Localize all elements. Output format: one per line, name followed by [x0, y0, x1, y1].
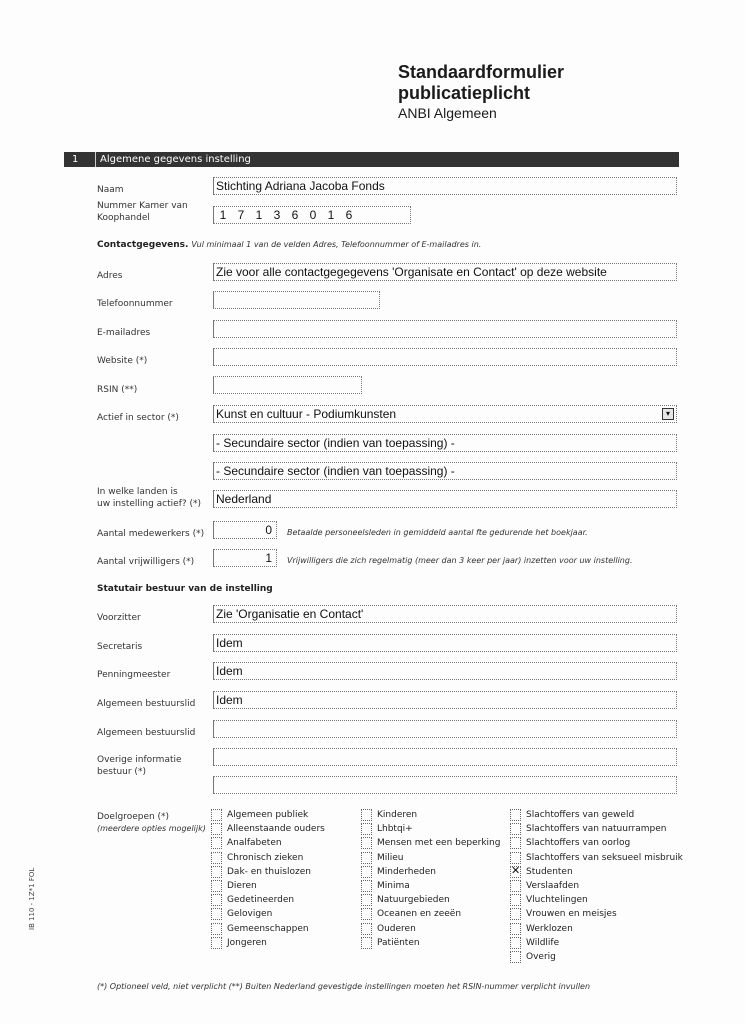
doelgroep-option[interactable]: [510, 865, 683, 879]
checkbox[interactable]: [211, 923, 222, 935]
checkbox[interactable]: [211, 852, 222, 864]
website-field[interactable]: [213, 348, 677, 366]
title-line-1: Standaardformulier: [398, 62, 565, 82]
doelgroep-option[interactable]: [211, 922, 325, 936]
doelgroep-option[interactable]: [361, 851, 500, 865]
bestuurslid-1-field[interactable]: Idem: [213, 691, 677, 709]
footnote: (*) Optioneel veld, niet verplicht (**) Buiten Nederland gevestigde instellingen moeten het RSIN-nummer verplicht invullen: [97, 982, 591, 991]
sector-secondary-select-1[interactable]: - Secundaire sector (indien van toepassing) -: [213, 434, 677, 452]
section-separator: [95, 152, 96, 167]
vrijwilligers-field[interactable]: 1: [213, 549, 277, 567]
kvk-digit: 6: [291, 208, 299, 222]
voorzitter-field[interactable]: Zie 'Organisatie en Contact': [213, 605, 677, 623]
checkbox[interactable]: [510, 852, 521, 864]
doelgroep-option[interactable]: [361, 808, 500, 822]
doelgroepen-column-3: [510, 808, 683, 964]
doelgroep-option[interactable]: [211, 907, 325, 921]
checkbox[interactable]: [510, 908, 521, 920]
checkbox[interactable]: [361, 837, 372, 849]
dropdown-arrow-icon[interactable]: ▾: [662, 408, 674, 420]
website-label: Website (*): [97, 356, 148, 366]
checkbox[interactable]: [510, 894, 521, 906]
overige-field-1[interactable]: [213, 748, 677, 766]
doelgroep-option-label: Slachtoffers van oorlog: [526, 838, 631, 849]
doelgroep-option[interactable]: [211, 879, 325, 893]
telefoon-label: Telefoonnummer: [97, 299, 173, 309]
checkbox[interactable]: [510, 951, 521, 963]
doelgroep-option[interactable]: [510, 822, 683, 836]
doelgroep-option-label: Minima: [377, 880, 410, 891]
doelgroep-option[interactable]: [211, 893, 325, 907]
doelgroep-option-label: Ouderen: [377, 923, 416, 934]
doelgroep-option[interactable]: [361, 822, 500, 836]
form-title: [398, 62, 564, 123]
doelgroep-option-label: Mensen met een beperking: [377, 838, 501, 849]
landen-label: [97, 486, 201, 510]
doelgroep-option-label: Slachtoffers van natuurrampen: [526, 824, 667, 835]
kvk-digit: 0: [309, 208, 317, 222]
bestuurslid-1-label: Algemeen bestuurslid: [97, 699, 196, 709]
vrijwilligers-label: Aantal vrijwilligers (*): [97, 557, 195, 567]
doelgroep-option-label: Patiënten: [377, 937, 420, 948]
doelgroep-option-label: Vluchtelingen: [526, 895, 588, 906]
checkbox[interactable]: [211, 908, 222, 920]
doelgroep-option-label: Slachtoffers van geweld: [526, 810, 635, 820]
overige-label-line1: Overige informatie: [97, 755, 182, 765]
doelgroep-option[interactable]: [361, 836, 500, 850]
overige-label-line2: bestuur (*): [97, 767, 146, 777]
doelgroep-option[interactable]: [510, 893, 683, 907]
doelgroep-option-label: Gemeenschappen: [227, 923, 309, 934]
naam-label: Naam: [97, 185, 124, 195]
doelgroep-option[interactable]: [361, 907, 500, 921]
checkbox[interactable]: [211, 880, 222, 892]
doelgroep-option[interactable]: [510, 936, 683, 950]
doelgroep-option[interactable]: [510, 808, 683, 822]
medewerkers-hint: Betaalde personeelsleden in gemiddeld aantal fte gedurende het boekjaar.: [287, 528, 588, 537]
title-subtitle: ANBI Algemeen: [398, 105, 497, 121]
bestuur-heading: Statutair bestuur van de instelling: [97, 584, 273, 594]
doelgroep-option-label: Overig: [526, 951, 556, 962]
checkbox[interactable]: [510, 809, 521, 821]
checkbox[interactable]: [510, 837, 521, 849]
section-title: Algemene gegevens instelling: [100, 154, 251, 165]
checkbox[interactable]: [361, 908, 372, 920]
doelgroep-option[interactable]: [361, 879, 500, 893]
sector-primary-value: Kunst en cultuur - Podiumkunsten: [216, 407, 397, 421]
doelgroep-option-label: Analfabeten: [227, 838, 282, 849]
doelgroep-option-label: Kinderen: [377, 810, 418, 820]
checkbox[interactable]: [361, 923, 372, 935]
landen-field[interactable]: Nederland: [213, 490, 677, 508]
doelgroep-option-label: Alleenstaande ouders: [227, 824, 325, 835]
checkbox[interactable]: [361, 852, 372, 864]
form-code: IB 110 - 1Z*1 FOL: [28, 867, 36, 930]
bestuurslid-2-field[interactable]: [213, 720, 677, 738]
doelgroep-option[interactable]: [361, 922, 500, 936]
kvk-digit: 6: [345, 208, 353, 222]
checkbox[interactable]: [510, 937, 521, 949]
contact-heading: [97, 240, 481, 250]
adres-field[interactable]: Zie voor alle contactgegegevens 'Organisate en Contact' op deze website: [213, 263, 677, 281]
doelgroep-option-label: Werklozen: [526, 923, 573, 934]
section-header-bar: [64, 152, 679, 167]
doelgroep-option-label: Gelovigen: [227, 909, 273, 920]
sector-primary-select[interactable]: [213, 405, 677, 423]
landen-label-line1: In welke landen is: [97, 487, 178, 497]
sector-label: Actief in sector (*): [97, 413, 179, 423]
kvk-digit: 1: [219, 208, 227, 222]
doelgroep-option[interactable]: [361, 936, 500, 950]
checkbox[interactable]: [211, 809, 222, 821]
telefoon-field[interactable]: [213, 291, 380, 309]
kvk-digit: 3: [273, 208, 281, 222]
bestuurslid-2-label: Algemeen bestuurslid: [97, 728, 196, 738]
doelgroep-option-label: Oceanen en zeeën: [377, 909, 462, 920]
doelgroepen-hint: (meerdere opties mogelijk): [97, 824, 206, 833]
doelgroep-option-label: Wildlife: [526, 937, 560, 948]
checkbox[interactable]: [211, 837, 222, 849]
landen-label-line2: uw instelling actief? (*): [97, 499, 202, 509]
rsin-label: RSIN (**): [97, 385, 138, 395]
naam-field[interactable]: Stichting Adriana Jacoba Fonds: [213, 177, 677, 195]
kvk-digit: 1: [255, 208, 263, 222]
kvk-field[interactable]: [213, 206, 411, 224]
checkbox[interactable]: [211, 866, 222, 878]
secretaris-field[interactable]: Idem: [213, 634, 677, 652]
doelgroepen-column-1: [211, 808, 325, 950]
doelgroep-option-label: Lhbtqi+: [377, 824, 413, 835]
checkbox[interactable]: [361, 866, 372, 878]
doelgroep-option[interactable]: [510, 950, 683, 964]
kvk-digit: 7: [237, 208, 245, 222]
checkbox[interactable]: [361, 880, 372, 892]
doelgroep-option[interactable]: [510, 922, 683, 936]
kvk-digit: 1: [327, 208, 335, 222]
doelgroep-option-label: Gedetineerden: [227, 895, 295, 906]
doelgroep-option[interactable]: [211, 851, 325, 865]
doelgroep-option[interactable]: [211, 808, 325, 822]
kvk-label-line1: Nummer Kamer van: [97, 201, 188, 211]
doelgroep-option-label: Minderheden: [377, 866, 436, 877]
penningmeester-field[interactable]: Idem: [213, 662, 677, 680]
overige-field-2[interactable]: [213, 776, 677, 794]
doelgroep-option-label: Jongeren: [227, 937, 267, 948]
checkbox[interactable]: [361, 823, 372, 835]
medewerkers-field[interactable]: 0: [213, 521, 277, 539]
checkbox[interactable]: [211, 894, 222, 906]
doelgroep-option[interactable]: [211, 822, 325, 836]
checkbox[interactable]: [211, 823, 222, 835]
doelgroep-option-label: Dak- en thuislozen: [227, 866, 311, 877]
checkbox[interactable]: [510, 866, 521, 878]
doelgroep-option[interactable]: [361, 893, 500, 907]
doelgroep-option[interactable]: [510, 851, 683, 865]
doelgroep-option-label: Dieren: [227, 880, 257, 891]
doelgroepen-label: [97, 811, 206, 835]
checkbox[interactable]: [510, 823, 521, 835]
checkbox[interactable]: [361, 937, 372, 949]
voorzitter-label: Voorzitter: [97, 613, 141, 623]
penningmeester-label: Penningmeester: [97, 670, 171, 680]
checkbox[interactable]: [361, 894, 372, 906]
doelgroep-option-label: Milieu: [377, 852, 404, 863]
title-line-2: publicatieplicht: [398, 83, 531, 103]
checkbox[interactable]: [211, 937, 222, 949]
doelgroep-option-label: Algemeen publiek: [227, 810, 309, 820]
rsin-field[interactable]: [213, 376, 362, 394]
doelgroep-option[interactable]: [211, 836, 325, 850]
checkbox[interactable]: [510, 880, 521, 892]
doelgroep-option[interactable]: [510, 836, 683, 850]
checkbox[interactable]: [510, 923, 521, 935]
doelgroep-option[interactable]: [211, 865, 325, 879]
vrijwilligers-hint: Vrijwilligers die zich regelmatig (meer dan 3 keer per jaar) inzetten voor uw instelling.: [287, 556, 633, 565]
medewerkers-label: Aantal medewerkers (*): [97, 529, 205, 539]
doelgroep-option-label: Natuurgebieden: [377, 895, 450, 906]
doelgroep-option-label: Slachtoffers van seksueel misbruik: [526, 852, 683, 863]
sector-secondary-select-2[interactable]: - Secundaire sector (indien van toepassing) -: [213, 462, 677, 480]
secretaris-label: Secretaris: [97, 642, 143, 652]
kvk-label-line2: Koophandel: [97, 213, 150, 223]
email-field[interactable]: [213, 320, 677, 338]
kvk-label: [97, 200, 188, 224]
contact-hint: Vul minimaal 1 van de velden Adres, Telefoonnummer of E-mailadres in.: [191, 240, 482, 249]
doelgroep-option[interactable]: [510, 879, 683, 893]
doelgroep-option-label: Verslaafden: [526, 880, 580, 891]
section-number: 1: [72, 154, 79, 165]
doelgroepen-label-text: Doelgroepen (*): [97, 812, 170, 822]
doelgroep-option[interactable]: [361, 865, 500, 879]
doelgroep-option-label: Chronisch zieken: [227, 852, 304, 863]
overige-label: [97, 754, 182, 778]
doelgroep-option[interactable]: [211, 936, 325, 950]
contact-heading-bold: Contactgegevens.: [97, 240, 189, 250]
doelgroep-option-label: Studenten: [526, 866, 573, 877]
doelgroep-option-label: Vrouwen en meisjes: [526, 909, 617, 920]
adres-label: Adres: [97, 271, 123, 281]
doelgroep-option[interactable]: [510, 907, 683, 921]
email-label: E-mailadres: [97, 328, 151, 338]
checkbox[interactable]: [361, 809, 372, 821]
doelgroepen-column-2: [361, 808, 500, 950]
